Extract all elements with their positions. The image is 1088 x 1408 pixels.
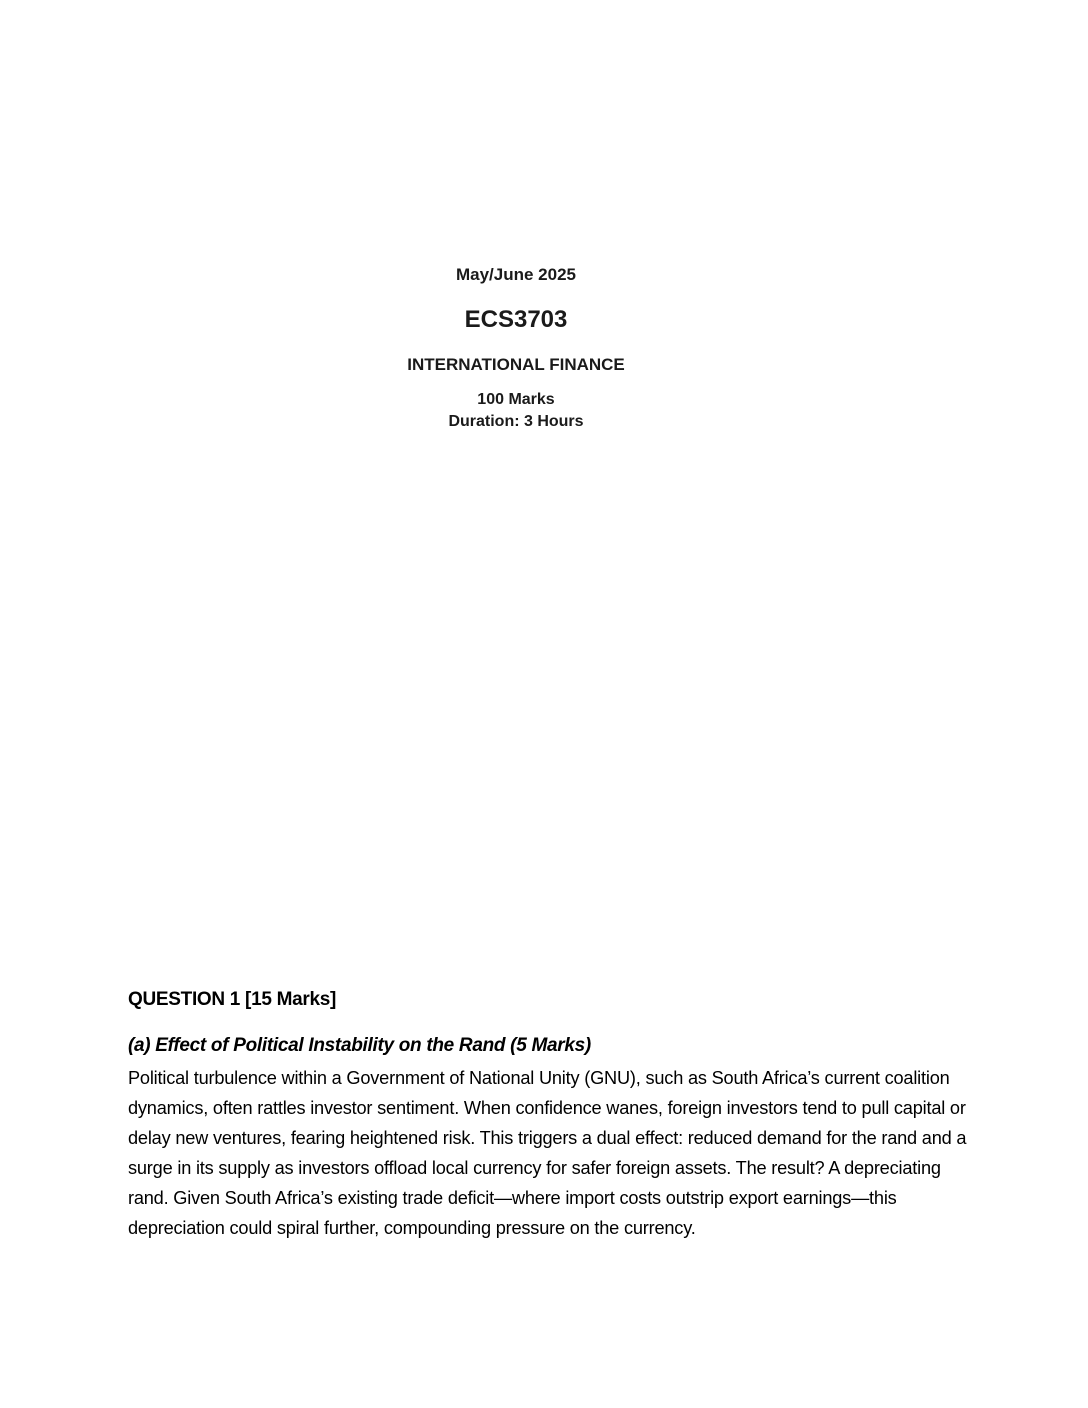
course-title: INTERNATIONAL FINANCE xyxy=(407,355,625,374)
question-1-heading: QUESTION 1 [15 Marks] xyxy=(128,989,337,1010)
question-1a-heading: (a) Effect of Political Instability on the Rand (5 Marks) xyxy=(128,1035,591,1056)
question-1a-body: Political turbulence within a Government of National Unity (GNU), such as South Africa’s current coalition dynamics, often rattles investor sentiment. When confidence wanes, foreign investors tend to pull capital or delay new ventures, fearing heightened risk. This triggers a dual effect: reduced demand for the rand and a surge in its supply as investors offload local currency for safer foreign assets. The result? A depreciating rand. Given South Africa’s existing trade deficit—where import costs outstrip export earnings—this depreciation could spiral further, compounding pressure on the currency. xyxy=(128,1068,967,1238)
total-marks: 100 Marks xyxy=(477,391,555,408)
exam-date: May/June 2025 xyxy=(455,265,576,284)
exam-duration: Duration: 3 Hours xyxy=(448,413,584,430)
course-code: ECS3703 xyxy=(464,306,568,333)
